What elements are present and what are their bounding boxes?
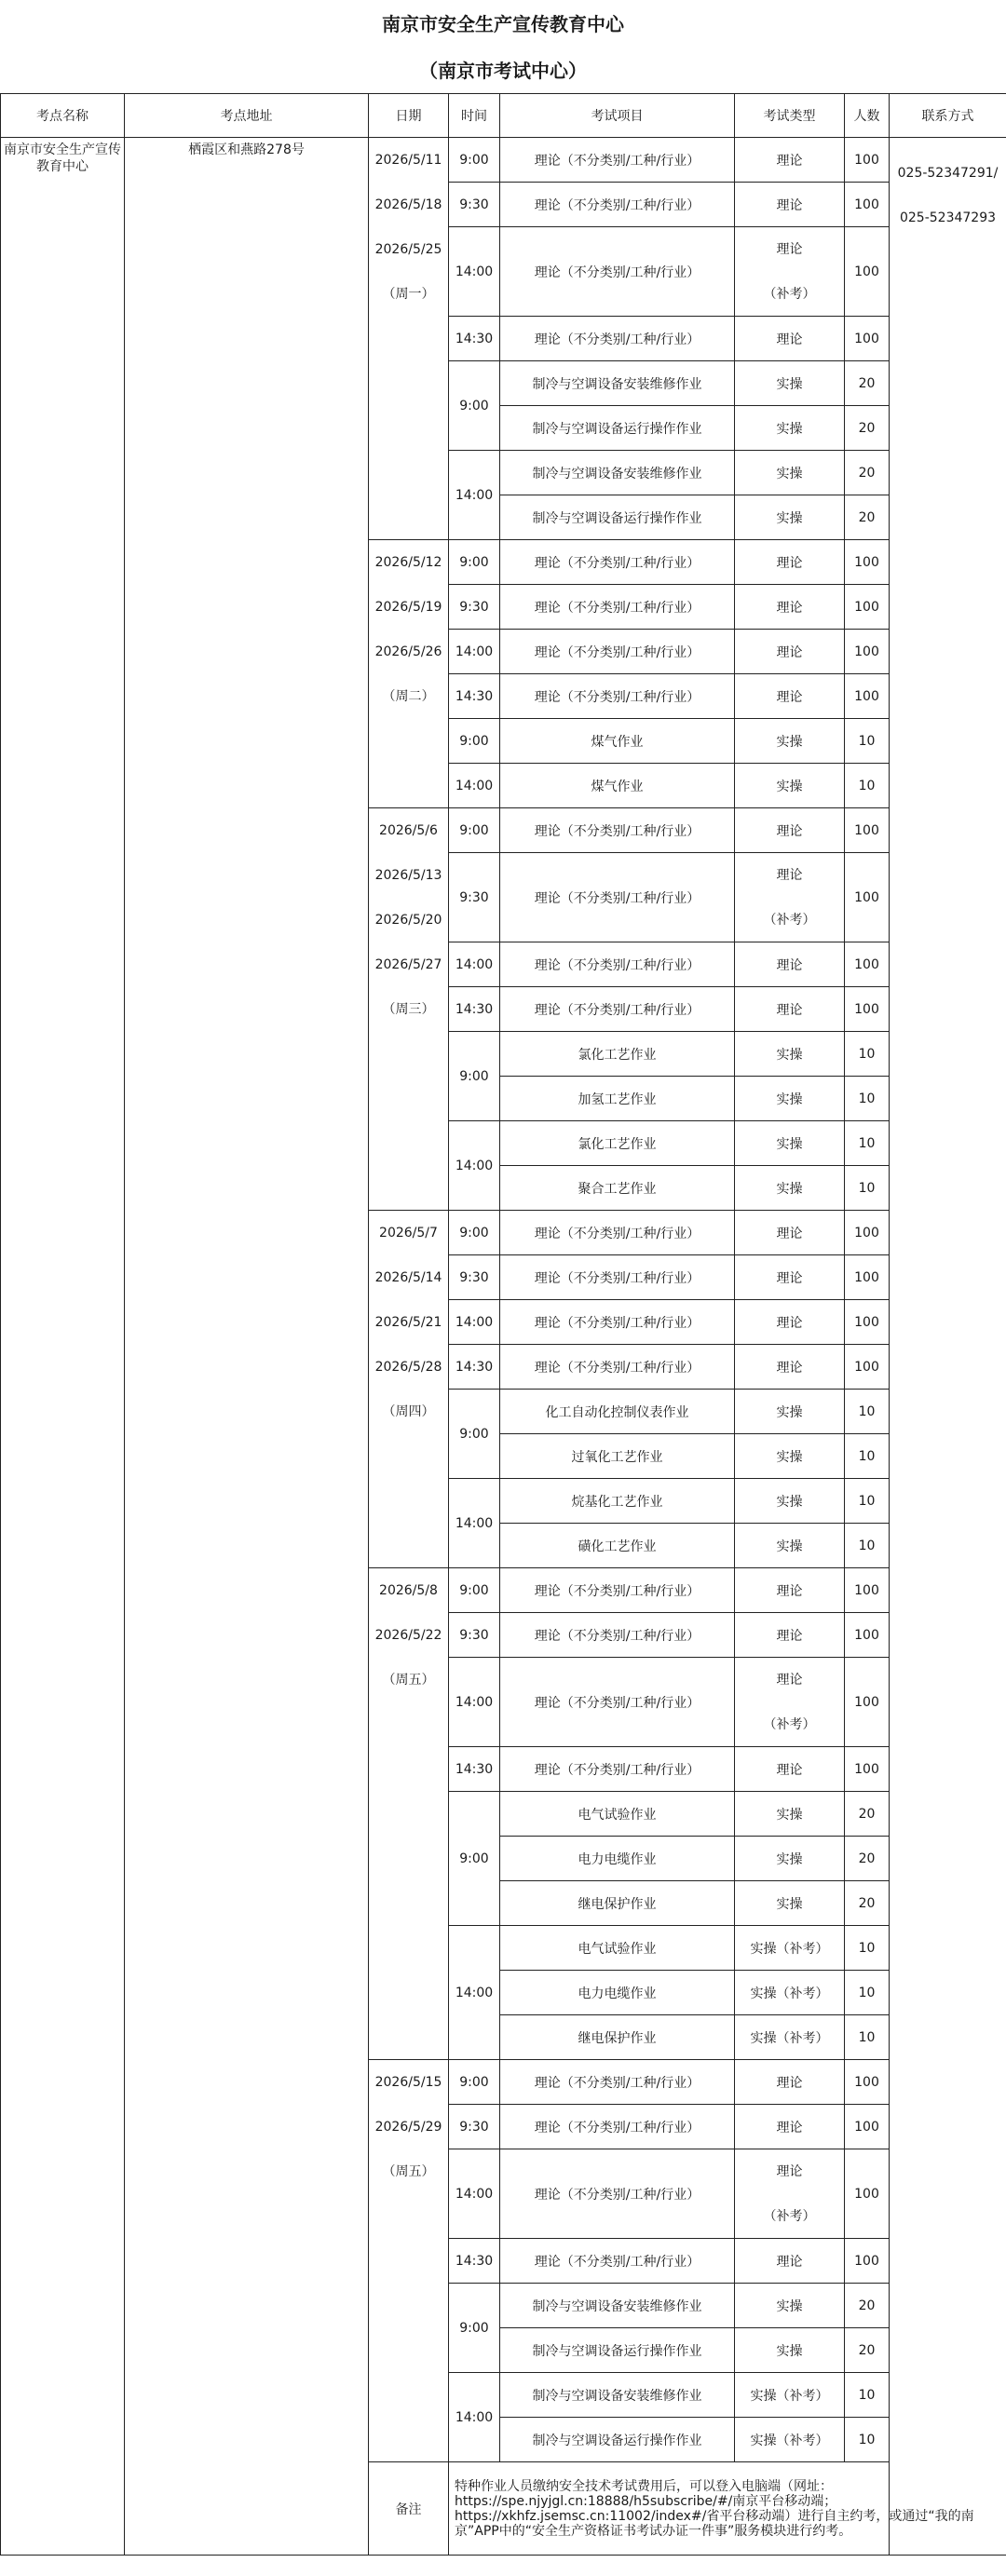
count-cell: 20 xyxy=(845,1837,890,1881)
count-cell: 100 xyxy=(845,317,890,361)
count-cell: 10 xyxy=(845,1166,890,1211)
exam-type-cell: 实操（补考） xyxy=(735,1926,845,1971)
header-count: 人数 xyxy=(845,94,890,138)
exam-item-cell: 理论（不分类别/工种/行业） xyxy=(500,674,735,719)
exam-item-cell: 煤气作业 xyxy=(500,719,735,764)
count-cell: 100 xyxy=(845,1613,890,1658)
time-cell: 14:00 xyxy=(449,2149,500,2239)
exam-item-cell: 化工自动化控制仪表作业 xyxy=(500,1390,735,1434)
time-cell: 9:00 xyxy=(449,2060,500,2105)
exam-item-cell: 理论（不分类别/工种/行业） xyxy=(500,138,735,183)
exam-type-cell: 理论 xyxy=(735,987,845,1032)
exam-item-cell: 理论（不分类别/工种/行业） xyxy=(500,1658,735,1747)
exam-item-cell: 氯化工艺作业 xyxy=(500,1032,735,1077)
count-cell: 10 xyxy=(845,719,890,764)
exam-type-cell: 理论 xyxy=(735,585,845,630)
makeup-tag: （补考） xyxy=(763,2208,816,2224)
date: 2026/5/26 xyxy=(374,644,442,659)
time-cell: 14:00 xyxy=(449,1658,500,1747)
exam-item-cell: 制冷与空调设备安装维修作业 xyxy=(500,2284,735,2328)
exam-item-cell: 理论（不分类别/工种/行业） xyxy=(500,2239,735,2284)
exam-type-text: 理论 xyxy=(776,1672,803,1688)
time-cell: 14:30 xyxy=(449,317,500,361)
exam-type-cell: 理论 xyxy=(735,1211,845,1255)
exam-type-cell: 实操 xyxy=(735,1434,845,1479)
exam-type-cell: 实操 xyxy=(735,1166,845,1211)
count-cell: 100 xyxy=(845,227,890,317)
count-cell: 100 xyxy=(845,1255,890,1300)
date: 2026/5/11 xyxy=(374,153,442,168)
count-cell: 100 xyxy=(845,585,890,630)
time-cell: 9:00 xyxy=(449,1211,500,1255)
exam-item-cell: 理论（不分类别/工种/行业） xyxy=(500,2105,735,2149)
time-cell: 14:30 xyxy=(449,1747,500,1792)
exam-item-cell: 理论（不分类别/工种/行业） xyxy=(500,183,735,227)
exam-item-cell: 制冷与空调设备安装维修作业 xyxy=(500,361,735,406)
time-cell: 14:00 xyxy=(449,2373,500,2462)
note-label: 备注 xyxy=(369,2462,449,2556)
date: 2026/5/21 xyxy=(374,1315,442,1330)
header-site-name: 考点名称 xyxy=(1,94,125,138)
exam-type-cell: 理论 xyxy=(735,1747,845,1792)
count-cell: 100 xyxy=(845,1345,890,1390)
time-cell: 14:30 xyxy=(449,1345,500,1390)
exam-type-cell: 实操 xyxy=(735,451,845,495)
time-cell: 9:00 xyxy=(449,1390,500,1479)
exam-item-cell: 加氢工艺作业 xyxy=(500,1077,735,1121)
count-cell: 100 xyxy=(845,987,890,1032)
exam-type-text: 理论 xyxy=(776,2163,803,2179)
exam-type-text: 理论 xyxy=(776,867,803,883)
exam-item-cell: 理论（不分类别/工种/行业） xyxy=(500,1747,735,1792)
exam-type-cell: 理论 xyxy=(735,183,845,227)
exam-item-cell: 理论（不分类别/工种/行业） xyxy=(500,853,735,942)
exam-item-cell: 氯化工艺作业 xyxy=(500,1121,735,1166)
exam-item-cell: 理论（不分类别/工种/行业） xyxy=(500,942,735,987)
exam-type-cell: 实操 xyxy=(735,1837,845,1881)
exam-item-cell: 理论（不分类别/工种/行业） xyxy=(500,1345,735,1390)
count-cell: 100 xyxy=(845,808,890,853)
time-cell: 9:00 xyxy=(449,808,500,853)
count-cell: 100 xyxy=(845,1300,890,1345)
count-cell: 10 xyxy=(845,1077,890,1121)
date: 2026/5/12 xyxy=(374,555,442,570)
exam-item-cell: 制冷与空调设备运行操作作业 xyxy=(500,2328,735,2373)
exam-type-cell: 实操 xyxy=(735,2284,845,2328)
exam-item-cell: 过氧化工艺作业 xyxy=(500,1434,735,1479)
page-subtitle: （南京市考试中心） xyxy=(419,60,587,82)
exam-item-cell: 制冷与空调设备安装维修作业 xyxy=(500,2373,735,2418)
site-address: 栖霞区和燕路278号 xyxy=(125,138,369,2556)
exam-item-cell: 继电保护作业 xyxy=(500,2015,735,2060)
count-cell: 10 xyxy=(845,1524,890,1568)
makeup-tag: （补考） xyxy=(763,1716,816,1732)
exam-type-cell: 实操 xyxy=(735,1881,845,1926)
date: 2026/5/27 xyxy=(374,957,442,972)
time-cell: 14:00 xyxy=(449,764,500,808)
header-exam-item: 考试项目 xyxy=(500,94,735,138)
count-cell: 20 xyxy=(845,2284,890,2328)
count-cell: 10 xyxy=(845,2015,890,2060)
exam-type-text: 理论 xyxy=(776,241,803,257)
time-cell: 14:00 xyxy=(449,1926,500,2060)
exam-item-cell: 理论（不分类别/工种/行业） xyxy=(500,1255,735,1300)
exam-type-cell: 实操 xyxy=(735,1032,845,1077)
date-group-tue xyxy=(369,540,449,808)
count-cell: 100 xyxy=(845,138,890,183)
exam-item-cell: 烷基化工艺作业 xyxy=(500,1479,735,1524)
count-cell: 100 xyxy=(845,2239,890,2284)
weekday: （周二） xyxy=(382,689,435,704)
date: 2026/5/13 xyxy=(374,868,442,883)
time-cell: 14:30 xyxy=(449,987,500,1032)
site-name: 南京市安全生产宣传教育中心 xyxy=(1,138,125,2556)
date-group-mon xyxy=(369,138,449,540)
exam-type-cell: 实操 xyxy=(735,1077,845,1121)
weekday: （周五） xyxy=(382,1673,435,1688)
time-cell: 9:00 xyxy=(449,1792,500,1926)
exam-item-cell: 制冷与空调设备运行操作作业 xyxy=(500,495,735,540)
date: 2026/5/20 xyxy=(374,913,442,928)
count-cell: 100 xyxy=(845,1211,890,1255)
table-row xyxy=(1,138,1006,183)
time-cell: 9:00 xyxy=(449,719,500,764)
exam-type-cell: 实操（补考） xyxy=(735,2418,845,2462)
time-cell: 9:00 xyxy=(449,1032,500,1121)
count-cell: 100 xyxy=(845,1747,890,1792)
date: 2026/5/15 xyxy=(374,2075,442,2090)
exam-type-cell: 理论 xyxy=(735,1613,845,1658)
exam-item-cell: 理论（不分类别/工种/行业） xyxy=(500,1300,735,1345)
makeup-tag: （补考） xyxy=(763,286,816,302)
date: 2026/5/28 xyxy=(374,1360,442,1375)
note-text: 特种作业人员缴纳安全技术考试费用后，可以登入电脑端（网址：https://spe.njyjgl.cn:18888/h5subscribe/#/南京平台移动端；https://xkhfz.jsemsc.cn:11002/index#/省平台移动端）进行自主约考，或通过“我的南京”APP中的“安全生产资格证书考试办证一件事”服务模块进行约考。 xyxy=(449,2462,1006,2556)
count-cell: 100 xyxy=(845,942,890,987)
count-cell: 100 xyxy=(845,2105,890,2149)
count-cell: 10 xyxy=(845,1121,890,1166)
weekday: （周三） xyxy=(382,1002,435,1017)
exam-item-cell: 理论（不分类别/工种/行业） xyxy=(500,808,735,853)
count-cell: 20 xyxy=(845,2328,890,2373)
count-cell: 10 xyxy=(845,1032,890,1077)
count-cell: 10 xyxy=(845,1390,890,1434)
exam-type-cell: 实操 xyxy=(735,495,845,540)
count-cell: 20 xyxy=(845,495,890,540)
exam-type-cell: 实操 xyxy=(735,2328,845,2373)
exam-type-cell: 实操 xyxy=(735,1390,845,1434)
exam-type-cell: 实操（补考） xyxy=(735,2015,845,2060)
count-cell: 20 xyxy=(845,451,890,495)
exam-item-cell: 理论（不分类别/工种/行业） xyxy=(500,630,735,674)
date-group-fri-2 xyxy=(369,2060,449,2462)
exam-type-cell: 理论 xyxy=(735,2105,845,2149)
date: 2026/5/14 xyxy=(374,1270,442,1285)
date: 2026/5/22 xyxy=(374,1628,442,1643)
time-cell: 9:00 xyxy=(449,138,500,183)
exam-type-cell xyxy=(735,853,845,942)
count-cell: 10 xyxy=(845,2373,890,2418)
header-contact: 联系方式 xyxy=(890,94,1006,138)
contact-phone-1: 025-52347291/ xyxy=(897,166,999,181)
time-cell: 14:00 xyxy=(449,1300,500,1345)
date-group-wed xyxy=(369,808,449,1211)
exam-type-cell: 实操 xyxy=(735,406,845,451)
time-cell: 9:30 xyxy=(449,183,500,227)
exam-type-cell: 理论 xyxy=(735,1345,845,1390)
weekday: （周一） xyxy=(382,287,435,302)
date: 2026/5/29 xyxy=(374,2120,442,2135)
time-cell: 14:00 xyxy=(449,451,500,540)
exam-type-cell: 理论 xyxy=(735,2239,845,2284)
exam-type-cell: 理论 xyxy=(735,2060,845,2105)
header-exam-type: 考试类型 xyxy=(735,94,845,138)
header-time: 时间 xyxy=(449,94,500,138)
time-cell: 9:30 xyxy=(449,2105,500,2149)
exam-item-cell: 理论（不分类别/工种/行业） xyxy=(500,2149,735,2239)
count-cell: 20 xyxy=(845,361,890,406)
page-title: 南京市安全生产宣传教育中心 xyxy=(382,13,624,35)
exam-type-cell: 实操 xyxy=(735,719,845,764)
count-cell: 20 xyxy=(845,406,890,451)
exam-type-cell: 实操 xyxy=(735,1121,845,1166)
exam-type-cell: 理论 xyxy=(735,317,845,361)
count-cell: 10 xyxy=(845,1434,890,1479)
exam-item-cell: 理论（不分类别/工种/行业） xyxy=(500,227,735,317)
exam-item-cell: 电气试验作业 xyxy=(500,1792,735,1837)
exam-type-cell: 理论 xyxy=(735,808,845,853)
table-header-row xyxy=(1,94,1006,138)
date: 2026/5/18 xyxy=(374,197,442,212)
time-cell: 9:00 xyxy=(449,540,500,585)
exam-item-cell: 制冷与空调设备运行操作作业 xyxy=(500,406,735,451)
exam-item-cell: 电力电缆作业 xyxy=(500,1971,735,2015)
exam-type-cell: 实操（补考） xyxy=(735,2373,845,2418)
time-cell: 14:00 xyxy=(449,227,500,317)
date: 2026/5/19 xyxy=(374,600,442,615)
count-cell: 100 xyxy=(845,2060,890,2105)
exam-type-cell: 理论 xyxy=(735,138,845,183)
exam-type-cell xyxy=(735,2149,845,2239)
time-cell: 14:30 xyxy=(449,674,500,719)
exam-item-cell: 电气试验作业 xyxy=(500,1926,735,1971)
exam-item-cell: 电力电缆作业 xyxy=(500,1837,735,1881)
exam-type-cell: 实操 xyxy=(735,764,845,808)
time-cell: 14:00 xyxy=(449,942,500,987)
time-cell: 14:00 xyxy=(449,1479,500,1568)
contact-phones xyxy=(890,138,1006,2556)
count-cell: 100 xyxy=(845,2149,890,2239)
count-cell: 10 xyxy=(845,1971,890,2015)
exam-item-cell: 继电保护作业 xyxy=(500,1881,735,1926)
exam-type-cell xyxy=(735,227,845,317)
exam-type-cell: 理论 xyxy=(735,540,845,585)
count-cell: 100 xyxy=(845,853,890,942)
count-cell: 10 xyxy=(845,2418,890,2462)
time-cell: 9:00 xyxy=(449,361,500,451)
time-cell: 9:30 xyxy=(449,585,500,630)
weekday: （周五） xyxy=(382,2164,435,2179)
exam-item-cell: 聚合工艺作业 xyxy=(500,1166,735,1211)
count-cell: 10 xyxy=(845,1479,890,1524)
exam-type-cell: 理论 xyxy=(735,674,845,719)
exam-item-cell: 理论（不分类别/工种/行业） xyxy=(500,317,735,361)
exam-type-cell: 实操 xyxy=(735,1792,845,1837)
time-cell: 9:30 xyxy=(449,1613,500,1658)
date: 2026/5/6 xyxy=(379,823,438,838)
date-group-thu xyxy=(369,1211,449,1568)
header-date: 日期 xyxy=(369,94,449,138)
exam-item-cell: 理论（不分类别/工种/行业） xyxy=(500,1211,735,1255)
time-cell: 9:00 xyxy=(449,1568,500,1613)
count-cell: 100 xyxy=(845,540,890,585)
count-cell: 100 xyxy=(845,674,890,719)
date: 2026/5/8 xyxy=(379,1583,438,1598)
exam-type-cell: 理论 xyxy=(735,1568,845,1613)
makeup-tag: （补考） xyxy=(763,912,816,928)
exam-type-cell: 实操（补考） xyxy=(735,1971,845,2015)
exam-type-cell: 理论 xyxy=(735,942,845,987)
date: 2026/5/7 xyxy=(379,1226,438,1241)
exam-item-cell: 制冷与空调设备运行操作作业 xyxy=(500,2418,735,2462)
exam-type-cell xyxy=(735,1658,845,1747)
weekday: （周四） xyxy=(382,1404,435,1419)
exam-type-cell: 理论 xyxy=(735,1255,845,1300)
count-cell: 100 xyxy=(845,183,890,227)
count-cell: 100 xyxy=(845,1658,890,1747)
time-cell: 9:00 xyxy=(449,2284,500,2373)
count-cell: 100 xyxy=(845,1568,890,1613)
exam-item-cell: 理论（不分类别/工种/行业） xyxy=(500,987,735,1032)
exam-type-cell: 实操 xyxy=(735,1479,845,1524)
exam-item-cell: 理论（不分类别/工种/行业） xyxy=(500,585,735,630)
exam-item-cell: 理论（不分类别/工种/行业） xyxy=(500,540,735,585)
exam-type-cell: 理论 xyxy=(735,630,845,674)
time-cell: 14:30 xyxy=(449,2239,500,2284)
exam-type-cell: 理论 xyxy=(735,1300,845,1345)
count-cell: 10 xyxy=(845,1926,890,1971)
count-cell: 20 xyxy=(845,1792,890,1837)
count-cell: 20 xyxy=(845,1881,890,1926)
date-group-fri-1 xyxy=(369,1568,449,2060)
exam-schedule-table xyxy=(0,93,1006,2556)
exam-item-cell: 制冷与空调设备安装维修作业 xyxy=(500,451,735,495)
count-cell: 10 xyxy=(845,764,890,808)
time-cell: 14:00 xyxy=(449,1121,500,1211)
exam-item-cell: 理论（不分类别/工种/行业） xyxy=(500,2060,735,2105)
time-cell: 9:30 xyxy=(449,853,500,942)
count-cell: 100 xyxy=(845,630,890,674)
exam-item-cell: 煤气作业 xyxy=(500,764,735,808)
exam-item-cell: 理论（不分类别/工种/行业） xyxy=(500,1568,735,1613)
exam-type-cell: 实操 xyxy=(735,1524,845,1568)
contact-phone-2: 025-52347293 xyxy=(899,210,997,225)
date: 2026/5/25 xyxy=(374,242,442,257)
exam-item-cell: 磺化工艺作业 xyxy=(500,1524,735,1568)
exam-item-cell: 理论（不分类别/工种/行业） xyxy=(500,1613,735,1658)
exam-type-cell: 实操 xyxy=(735,361,845,406)
header-site-address: 考点地址 xyxy=(125,94,369,138)
time-cell: 9:30 xyxy=(449,1255,500,1300)
time-cell: 14:00 xyxy=(449,630,500,674)
